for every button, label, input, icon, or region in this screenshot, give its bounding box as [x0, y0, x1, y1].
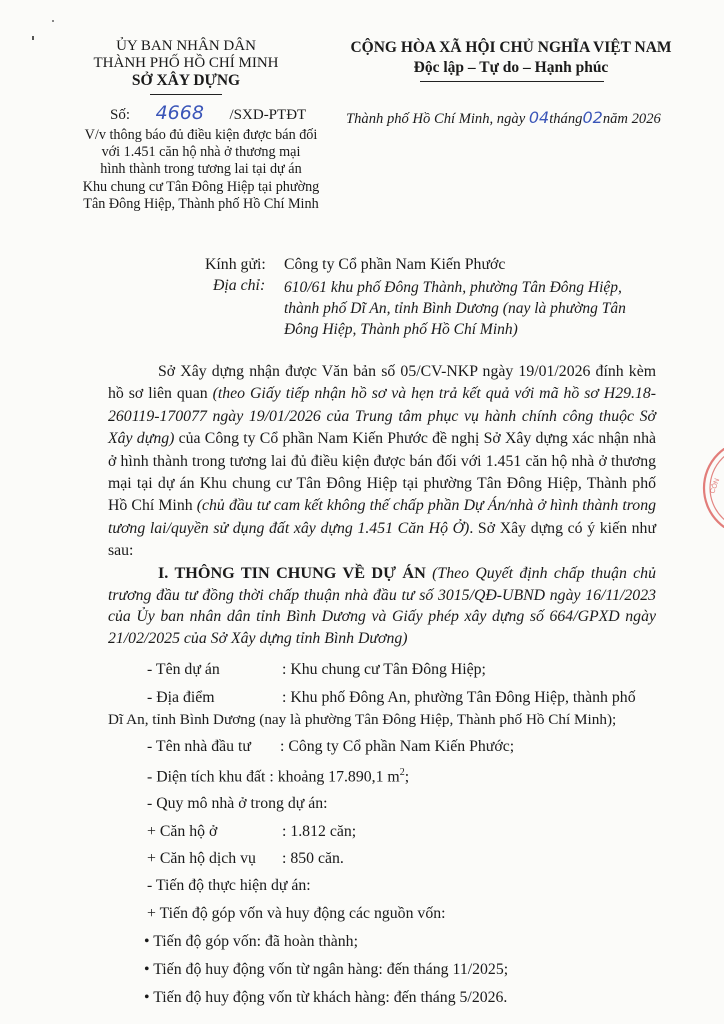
date-prefix: Thành phố Hồ Chí Minh, ngày: [346, 111, 526, 127]
recipient-name: Công ty Cổ phần Nam Kiến Phước: [284, 256, 506, 273]
intro-text: của Công ty Cổ phần Nam Kiến Phước đề nghị Sở Xây dựng xác nhận nhà ở hình thành trong tương lai đủ điều kiện được bán đối với 1.451 căn hộ nhà ở thương mại tại dự án Khu chung cư Tân Đông Hiệp tại phường Tân Đông Hiệp, Thành phố Hồ Chí Minh: [108, 430, 656, 515]
location-label: - Địa điểm: [147, 689, 215, 706]
project-name: : Khu chung cư Tân Đông Hiệp;: [282, 661, 486, 678]
area-unit-superscript: 2: [399, 767, 405, 778]
land-area: [147, 767, 409, 786]
intro-text: . Sở Xây dựng có ý kiến như sau:: [108, 519, 657, 560]
official-stamp: [700, 448, 724, 528]
bullet-icon: •: [144, 961, 150, 978]
project-progress: - Tiến độ thực hiện dự án:: [147, 877, 311, 894]
date-month-label: tháng: [549, 111, 583, 127]
issue-date: [346, 108, 661, 128]
service-apartment-label: + Căn hộ dịch vụ: [147, 850, 256, 867]
bullet-item: [144, 961, 508, 979]
section-1-note: (Theo Quyết định chấp thuận chủ trương đầu tư đồng thời chấp thuận nhà đầu tư số 3015/QĐ-UBND ngày 16/11/2023 của Ủy ban nhân dân tỉnh Bình Dương và Giấy phép xây dựng số 664/GPXD ngày 21/02/2025 của Sở Xây dựng tỉnh Bình Dương): [108, 565, 656, 647]
national-heading: [336, 38, 686, 79]
address-line: 610/61 khu phố Đông Thành, phường Tân Đông Hiệp,: [284, 279, 622, 296]
bullet-text: Tiến độ huy động vốn từ ngân hàng: đến tháng 11/2025;: [153, 961, 509, 978]
subject-line: Khu chung cư Tân Đông Hiệp tại phường: [82, 178, 320, 195]
bullet-text: Tiến độ góp vốn: đã hoàn thành;: [153, 933, 358, 950]
subject-line: V/v thông báo đủ điều kiện được bán đối: [84, 127, 318, 143]
section-1: [108, 563, 656, 649]
date-year: năm 2026: [602, 111, 661, 127]
handwritten-month: 02: [582, 108, 603, 127]
handwritten-day: 04: [528, 108, 550, 127]
bullet-item: [144, 989, 507, 1007]
bullet-item: [144, 933, 358, 951]
investor-name: : Công ty Cổ phần Nam Kiến Phước;: [280, 738, 515, 755]
section-1-heading: I. THÔNG TIN CHUNG VỀ DỰ ÁN: [158, 564, 426, 582]
authority-line-1: ỦY BAN NHÂN DÂN: [116, 38, 256, 54]
motto-underline: [420, 81, 604, 82]
scan-speck: [52, 20, 54, 22]
intro-commitment: (chủ đầu tư cam kết không thế chấp phần Dự Án/nhà ở hình thành trong tương lai/quyền sử dụng đất xây dựng 1.451 Căn Hộ Ở): [108, 497, 656, 537]
investor-label: - Tên nhà đầu tư: [147, 738, 251, 755]
subject-line: Tân Đông Hiệp, Thành phố Hồ Chí Minh: [83, 195, 319, 212]
motto: Độc lập – Tự do – Hạnh phúc: [413, 59, 609, 76]
country-name: CỘNG HÒA XÃ HỘI CHỦ NGHĨA VIỆT NAM: [350, 39, 672, 56]
location-line-2: Dĩ An, tỉnh Bình Dương (nay là phường Tân Đông Hiệp, Thành phố Hồ Chí Minh);: [108, 711, 617, 728]
housing-scale: - Quy mô nhà ở trong dự án:: [147, 795, 328, 812]
handwritten-number: 4668: [155, 102, 204, 124]
bullet-text: Tiến độ huy động vốn từ khách hàng: đến tháng 5/2026.: [153, 989, 508, 1006]
bullet-icon: •: [144, 989, 150, 1006]
subject-line: hình thành trong tương lai tại dự án: [100, 161, 302, 178]
location-line-1: : Khu phố Đông An, phường Tân Đông Hiệp, thành phố: [282, 689, 636, 706]
document-number: [110, 102, 306, 124]
scan-speck: [32, 36, 34, 40]
issuing-authority: [70, 38, 302, 90]
apartment-label: + Căn hộ ở: [147, 823, 218, 840]
project-name-label: - Tên dự án: [147, 661, 220, 678]
recipient-label: Kính gửi:: [205, 256, 266, 273]
address-line: Đông Hiệp, Thành phố Hồ Chí Minh): [284, 321, 518, 338]
intro-paragraph: [108, 361, 656, 563]
subject-line: với 1.451 căn hộ nhà ở thương mại: [101, 144, 301, 161]
land-area-text: - Diện tích khu đất : khoảng 17.890,1 m: [147, 768, 400, 786]
number-suffix: /SXD-PTĐT: [229, 107, 307, 123]
capital-progress: + Tiến độ góp vốn và huy động các nguồn vốn:: [147, 905, 446, 922]
recipient-address: [284, 277, 674, 340]
service-apartment-count: : 850 căn.: [282, 850, 344, 867]
address-line: thành phố Dĩ An, tỉnh Bình Dương (nay là phường Tân: [284, 300, 626, 317]
department-name: SỞ XÂY DỰNG: [131, 72, 241, 89]
address-label: Địa chỉ:: [213, 277, 266, 294]
land-area-end: ;: [404, 768, 410, 786]
authority-line-2: THÀNH PHỐ HỒ CHÍ MINH: [93, 55, 279, 71]
stamp-text: CÔN: [709, 477, 722, 495]
intro-reference: (theo Giấy tiếp nhận hồ sơ và hẹn trả kết quả với mã hồ sơ H29.18-260119-170077 ngày 19/01/2026 của Trung tâm phục vụ hành chính công thuộc Sở Xây dựng): [108, 385, 656, 448]
intro-text: Sở Xây dựng nhận được Văn bản số 05/CV-NKP ngày 19/01/2026 đính kèm hồ sơ liên quan: [108, 363, 656, 403]
number-prefix: Số:: [110, 107, 131, 123]
department-underline: [150, 94, 222, 95]
subject-summary: [58, 127, 344, 213]
apartment-count: : 1.812 căn;: [282, 823, 357, 840]
bullet-icon: •: [144, 933, 150, 950]
